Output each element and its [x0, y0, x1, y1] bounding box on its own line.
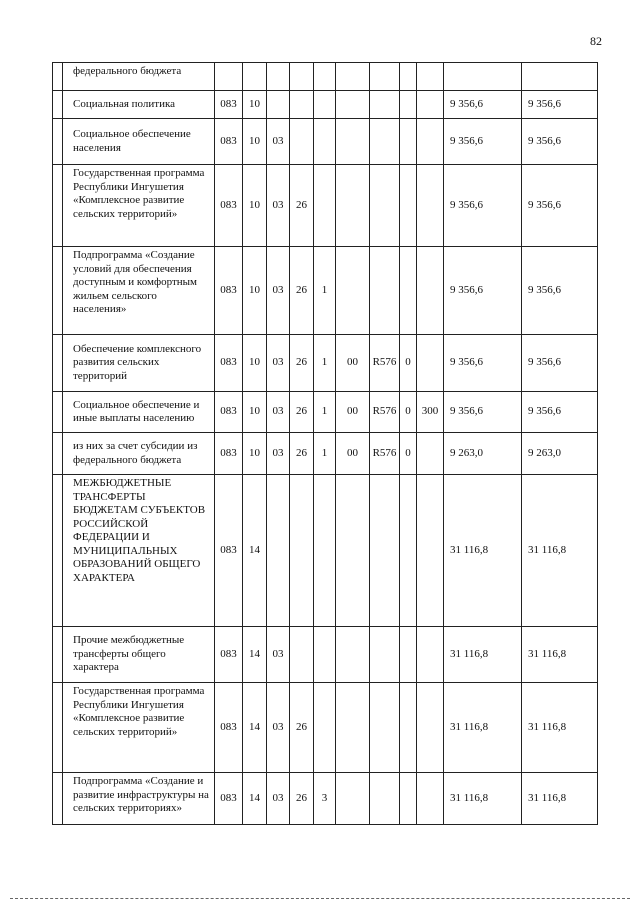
- code-cell-c8: 0: [400, 335, 417, 392]
- code-cell-c5: 1: [314, 335, 336, 392]
- row-name: Социальное обеспечение и иные выплаты населению: [63, 392, 215, 433]
- row-blank-cell: [53, 683, 63, 773]
- code-cell-c6: 00: [336, 335, 370, 392]
- code-cell-c3: 03: [267, 433, 290, 475]
- code-cell-c3: 03: [267, 335, 290, 392]
- code-cell-c7: [370, 119, 400, 165]
- code-cell-c6: [336, 119, 370, 165]
- code-cell-c3: [267, 475, 290, 627]
- amount-cell-amt1: 9 356,6: [444, 392, 522, 433]
- code-cell-c3: 03: [267, 683, 290, 773]
- row-blank-cell: [53, 773, 63, 825]
- table-row: [53, 627, 598, 683]
- row-blank-cell: [53, 63, 63, 91]
- table-row: [53, 475, 598, 627]
- code-cell-c9: [417, 475, 444, 627]
- code-cell-c4: [290, 627, 314, 683]
- code-cell-c9: [417, 627, 444, 683]
- row-name: Подпрограмма «Создание условий для обеспечения доступным и комфортным жильем сельского населения»: [63, 247, 215, 335]
- code-cell-c3: 03: [267, 392, 290, 433]
- code-cell-c4: 26: [290, 247, 314, 335]
- table-row: [53, 433, 598, 475]
- code-cell-c6: [336, 63, 370, 91]
- code-cell-c2: 14: [243, 475, 267, 627]
- amount-cell-amt1: 9 356,6: [444, 91, 522, 119]
- code-cell-c5: 1: [314, 433, 336, 475]
- code-cell-c5: 3: [314, 773, 336, 825]
- code-cell-c6: [336, 773, 370, 825]
- code-cell-c9: [417, 247, 444, 335]
- amount-cell-amt1: [444, 63, 522, 91]
- code-cell-c3: [267, 63, 290, 91]
- code-cell-c8: [400, 683, 417, 773]
- table-row: [53, 247, 598, 335]
- code-cell-c5: [314, 91, 336, 119]
- code-cell-c7: [370, 165, 400, 247]
- code-cell-c8: [400, 91, 417, 119]
- code-cell-c5: [314, 627, 336, 683]
- amount-cell-amt1: 31 116,8: [444, 475, 522, 627]
- code-cell-c4: [290, 475, 314, 627]
- code-cell-c4: [290, 119, 314, 165]
- amount-cell-amt2: 9 356,6: [522, 91, 598, 119]
- code-cell-c4: [290, 91, 314, 119]
- amount-cell-amt2: 9 356,6: [522, 247, 598, 335]
- code-cell-c2: 14: [243, 773, 267, 825]
- table-row: [53, 63, 598, 91]
- amount-cell-amt2: 31 116,8: [522, 475, 598, 627]
- row-name: Социальная политика: [63, 91, 215, 119]
- amount-cell-amt2: 9 356,6: [522, 165, 598, 247]
- row-name: Государственная программа Республики Ингушетия «Комплексное развитие сельских территорий»: [63, 165, 215, 247]
- code-cell-c4: 26: [290, 683, 314, 773]
- code-cell-c8: [400, 475, 417, 627]
- code-cell-c4: 26: [290, 433, 314, 475]
- code-cell-c2: 10: [243, 91, 267, 119]
- code-cell-c8: [400, 63, 417, 91]
- code-cell-c2: 10: [243, 433, 267, 475]
- code-cell-c1: 083: [215, 247, 243, 335]
- code-cell-c4: [290, 63, 314, 91]
- amount-cell-amt1: 31 116,8: [444, 683, 522, 773]
- code-cell-c5: [314, 63, 336, 91]
- code-cell-c1: 083: [215, 475, 243, 627]
- code-cell-c6: 00: [336, 433, 370, 475]
- amount-cell-amt1: 9 356,6: [444, 165, 522, 247]
- code-cell-c8: 0: [400, 392, 417, 433]
- code-cell-c5: [314, 165, 336, 247]
- code-cell-c9: [417, 165, 444, 247]
- code-cell-c7: R576: [370, 335, 400, 392]
- code-cell-c7: [370, 63, 400, 91]
- code-cell-c7: [370, 627, 400, 683]
- code-cell-c7: [370, 247, 400, 335]
- code-cell-c6: [336, 627, 370, 683]
- amount-cell-amt1: 9 356,6: [444, 119, 522, 165]
- row-name: Прочие межбюджетные трансферты общего характера: [63, 627, 215, 683]
- code-cell-c4: 26: [290, 335, 314, 392]
- amount-cell-amt2: 9 356,6: [522, 335, 598, 392]
- code-cell-c1: 083: [215, 627, 243, 683]
- code-cell-c6: [336, 247, 370, 335]
- code-cell-c7: R576: [370, 433, 400, 475]
- row-blank-cell: [53, 119, 63, 165]
- table-row: [53, 683, 598, 773]
- code-cell-c3: [267, 91, 290, 119]
- row-name: Государственная программа Республики Ингушетия «Комплексное развитие сельских территорий»: [63, 683, 215, 773]
- code-cell-c1: 083: [215, 392, 243, 433]
- table-row: [53, 91, 598, 119]
- row-name: федерального бюджета: [63, 63, 215, 91]
- code-cell-c6: [336, 165, 370, 247]
- budget-table: [52, 62, 598, 825]
- code-cell-c9: [417, 773, 444, 825]
- table-row: [53, 773, 598, 825]
- code-cell-c2: 10: [243, 392, 267, 433]
- table-row: [53, 119, 598, 165]
- code-cell-c9: [417, 433, 444, 475]
- row-blank-cell: [53, 392, 63, 433]
- amount-cell-amt2: 31 116,8: [522, 683, 598, 773]
- table-row: [53, 335, 598, 392]
- code-cell-c1: 083: [215, 119, 243, 165]
- code-cell-c2: [243, 63, 267, 91]
- code-cell-c4: 26: [290, 392, 314, 433]
- amount-cell-amt2: 9 263,0: [522, 433, 598, 475]
- code-cell-c8: [400, 247, 417, 335]
- row-blank-cell: [53, 247, 63, 335]
- table-row: [53, 165, 598, 247]
- code-cell-c1: 083: [215, 165, 243, 247]
- code-cell-c4: 26: [290, 165, 314, 247]
- row-blank-cell: [53, 335, 63, 392]
- amount-cell-amt2: 9 356,6: [522, 392, 598, 433]
- table-row: [53, 392, 598, 433]
- footer-rule: [10, 898, 630, 899]
- code-cell-c9: [417, 119, 444, 165]
- code-cell-c2: 10: [243, 335, 267, 392]
- code-cell-c2: 14: [243, 627, 267, 683]
- row-blank-cell: [53, 91, 63, 119]
- code-cell-c9: [417, 91, 444, 119]
- row-name: Социальное обеспечение населения: [63, 119, 215, 165]
- code-cell-c3: 03: [267, 119, 290, 165]
- code-cell-c6: [336, 91, 370, 119]
- code-cell-c1: 083: [215, 773, 243, 825]
- code-cell-c8: 0: [400, 433, 417, 475]
- code-cell-c7: [370, 91, 400, 119]
- code-cell-c9: 300: [417, 392, 444, 433]
- code-cell-c2: 10: [243, 247, 267, 335]
- amount-cell-amt2: [522, 63, 598, 91]
- row-blank-cell: [53, 627, 63, 683]
- code-cell-c5: [314, 683, 336, 773]
- code-cell-c3: 03: [267, 165, 290, 247]
- code-cell-c1: 083: [215, 335, 243, 392]
- code-cell-c5: 1: [314, 247, 336, 335]
- amount-cell-amt1: 31 116,8: [444, 773, 522, 825]
- code-cell-c5: 1: [314, 392, 336, 433]
- amount-cell-amt2: 9 356,6: [522, 119, 598, 165]
- amount-cell-amt2: 31 116,8: [522, 627, 598, 683]
- code-cell-c7: [370, 683, 400, 773]
- code-cell-c1: 083: [215, 683, 243, 773]
- code-cell-c2: 10: [243, 165, 267, 247]
- code-cell-c8: [400, 773, 417, 825]
- code-cell-c3: 03: [267, 773, 290, 825]
- code-cell-c7: [370, 475, 400, 627]
- amount-cell-amt1: 9 356,6: [444, 247, 522, 335]
- code-cell-c8: [400, 119, 417, 165]
- row-name: Обеспечение комплексного развития сельских территорий: [63, 335, 215, 392]
- code-cell-c8: [400, 627, 417, 683]
- row-blank-cell: [53, 165, 63, 247]
- amount-cell-amt1: 9 263,0: [444, 433, 522, 475]
- code-cell-c2: 14: [243, 683, 267, 773]
- row-name: МЕЖБЮДЖЕТНЫЕ ТРАНСФЕРТЫ БЮДЖЕТАМ СУБЪЕКТОВ РОССИЙСКОЙ ФЕДЕРАЦИИ И МУНИЦИПАЛЬНЫХ ОБРАЗОВАНИЙ ОБЩЕГО ХАРАКТЕРА: [63, 475, 215, 627]
- code-cell-c9: [417, 63, 444, 91]
- code-cell-c3: 03: [267, 247, 290, 335]
- code-cell-c9: [417, 683, 444, 773]
- row-name: Подпрограмма «Создание и развитие инфраструктуры на сельских территориях»: [63, 773, 215, 825]
- code-cell-c5: [314, 119, 336, 165]
- row-name: из них за счет субсидии из федерального бюджета: [63, 433, 215, 475]
- code-cell-c8: [400, 165, 417, 247]
- code-cell-c2: 10: [243, 119, 267, 165]
- row-blank-cell: [53, 433, 63, 475]
- code-cell-c6: 00: [336, 392, 370, 433]
- page-number: 82: [590, 34, 602, 48]
- code-cell-c7: [370, 773, 400, 825]
- code-cell-c5: [314, 475, 336, 627]
- code-cell-c6: [336, 683, 370, 773]
- amount-cell-amt1: 9 356,6: [444, 335, 522, 392]
- amount-cell-amt1: 31 116,8: [444, 627, 522, 683]
- code-cell-c4: 26: [290, 773, 314, 825]
- row-blank-cell: [53, 475, 63, 627]
- code-cell-c1: [215, 63, 243, 91]
- code-cell-c1: 083: [215, 433, 243, 475]
- code-cell-c6: [336, 475, 370, 627]
- code-cell-c1: 083: [215, 91, 243, 119]
- code-cell-c7: R576: [370, 392, 400, 433]
- amount-cell-amt2: 31 116,8: [522, 773, 598, 825]
- code-cell-c3: 03: [267, 627, 290, 683]
- code-cell-c9: [417, 335, 444, 392]
